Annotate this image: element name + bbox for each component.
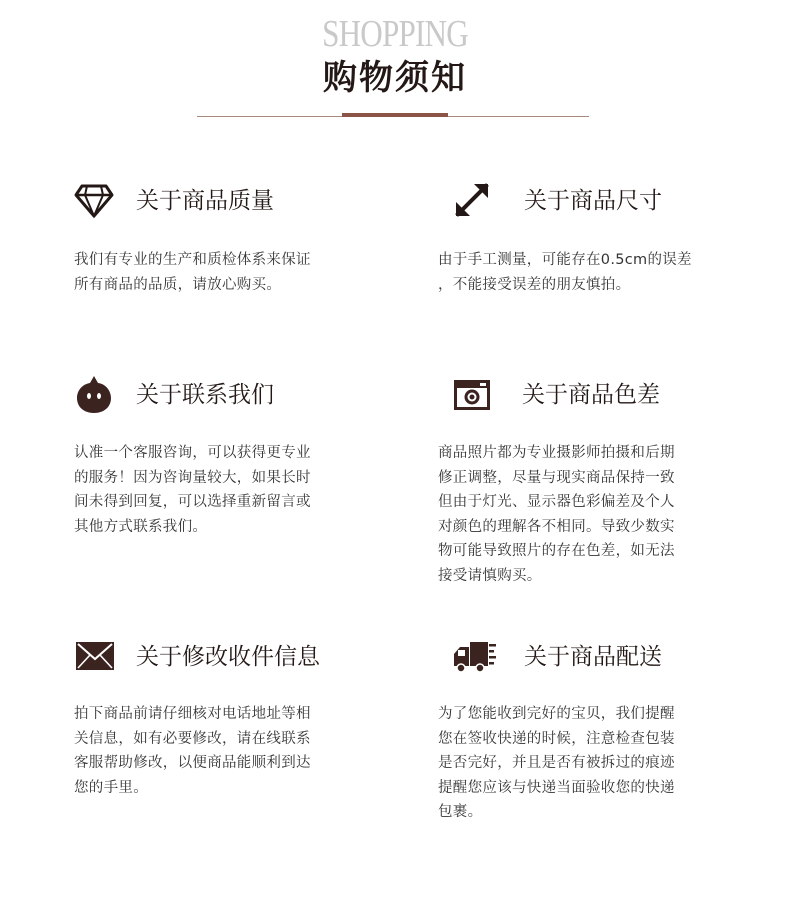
text-line: ，不能接受误差的朋友慎拍。: [438, 276, 631, 293]
section-title: 关于商品尺寸: [524, 188, 662, 214]
text-line: 接受请慎购买。: [438, 567, 542, 584]
chat-bubble-icon: [74, 374, 118, 414]
text-line: 由于手工测量，可能存在0.5cm的误差: [438, 252, 692, 268]
text-line: 客服帮助修改，以便商品能顺利到达: [74, 755, 311, 771]
header-title-en: SHOPPING: [322, 13, 468, 55]
diamond-icon: [74, 180, 118, 220]
text-line: 您在签收快递的时候，注意检查包装: [438, 730, 675, 747]
text-line: 为了您能收到完好的宝贝，我们提醒: [438, 706, 675, 722]
text-line: 但由于灯光、显示器色彩偏差及个人: [438, 494, 675, 510]
text-line: 我们有专业的生产和质检体系来保证: [74, 252, 311, 268]
envelope-icon: [74, 636, 118, 676]
section-title: 关于商品色差: [522, 382, 660, 408]
text-line: 关信息，如有必要修改，请在线联系: [74, 730, 311, 747]
text-line: 认准一个客服咨询，可以获得更专业: [74, 445, 311, 461]
resize-arrow-icon: [452, 180, 496, 220]
text-line: 其他方式联系我们。: [74, 518, 208, 535]
section-text: [74, 441, 311, 539]
text-line: 修正调整，尽量与现实商品保持一致: [438, 469, 675, 486]
text-line: 的服务！因为咨询量较大，如果长时: [74, 469, 311, 486]
section-title: 关于联系我们: [136, 382, 274, 408]
text-line: 提醒您应该与快递当面验收您的快递: [438, 779, 675, 796]
text-line: 您的手里。: [74, 779, 148, 796]
text-line: 所有商品的品质，请放心购买。: [74, 276, 282, 293]
camera-icon: [452, 374, 496, 414]
section-text: [438, 248, 692, 297]
text-line: 物可能导致照片的存在色差，如无法: [438, 543, 675, 559]
text-line: 对颜色的理解各不相同。导致少数实: [438, 518, 675, 535]
page-title: 购物须知: [323, 58, 467, 98]
delivery-truck-icon: [452, 636, 496, 676]
section-title: 关于商品配送: [524, 644, 662, 670]
section-text: [74, 248, 311, 297]
text-line: 间未得到回复，可以选择重新留言或: [74, 494, 311, 510]
section-text: [438, 441, 675, 588]
text-line: 是否完好，并且是否有被拆过的痕迹: [438, 755, 675, 771]
text-line: 包裹。: [438, 804, 483, 820]
text-line: 商品照片都为专业摄影师拍摄和后期: [438, 445, 675, 461]
text-line: 拍下商品前请仔细核对电话地址等相: [74, 706, 311, 722]
section-text: [438, 702, 675, 825]
section-text: [74, 702, 311, 800]
header-divider-accent: [342, 113, 448, 117]
section-title: 关于修改收件信息: [136, 644, 320, 670]
section-title: 关于商品质量: [136, 188, 274, 214]
